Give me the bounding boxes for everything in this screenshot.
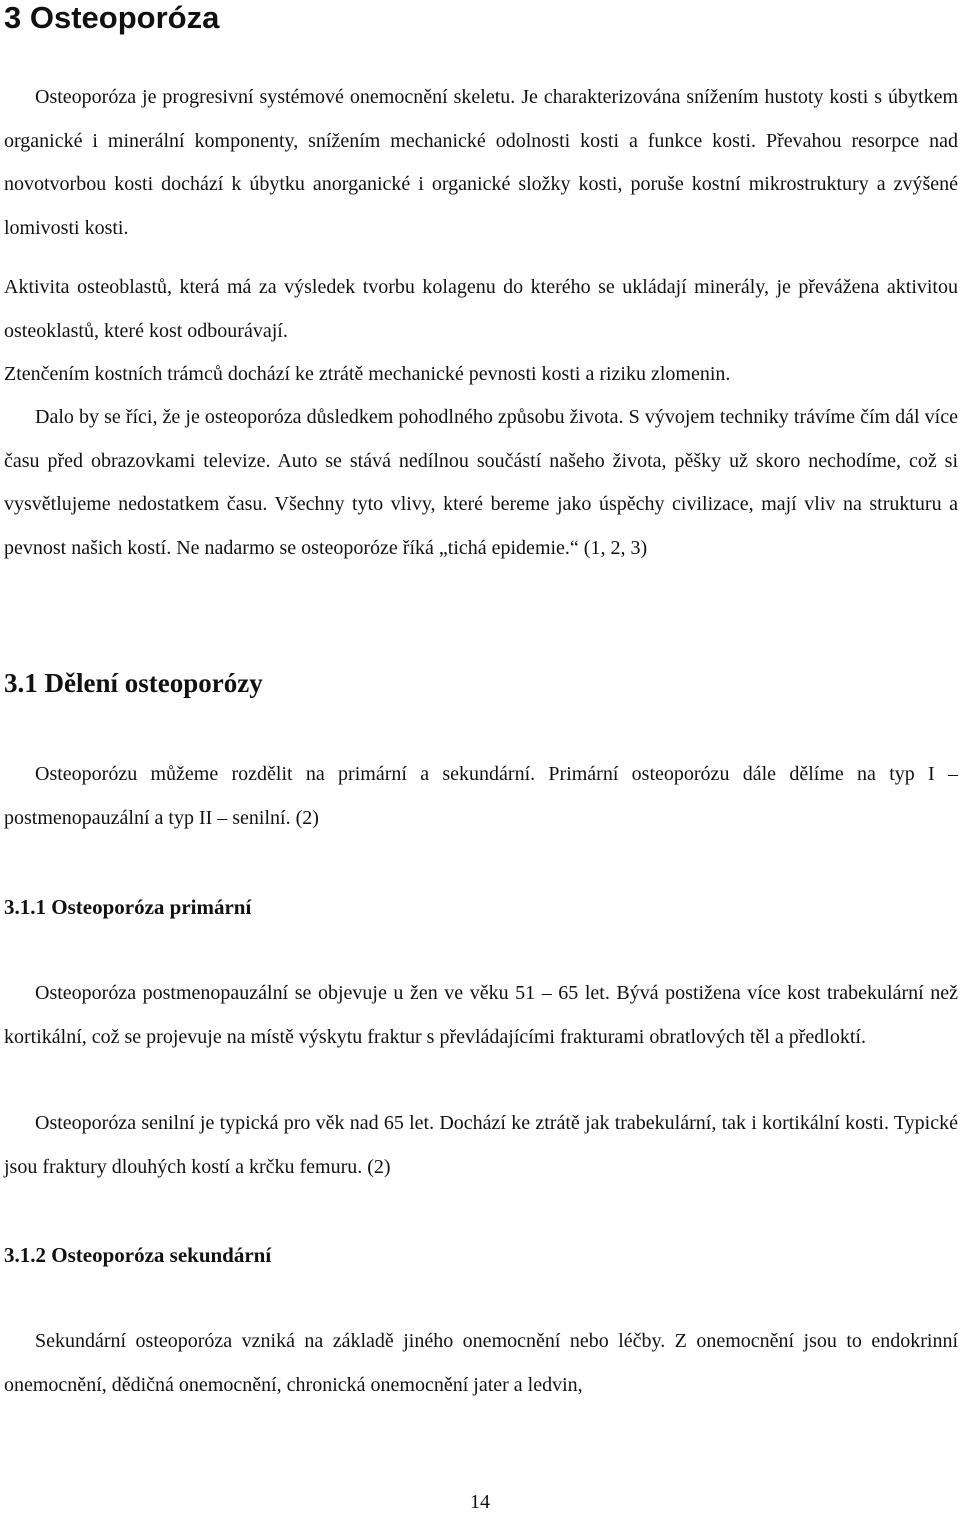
chapter-title: 3 Osteoporóza [4,0,220,35]
paragraph-intro [4,76,958,251]
paragraph-osteoblasts [4,266,958,353]
paragraph-osteoblasts-text: Aktivita osteoblastů, která má za výsledek tvorbu kolagenu do kterého se ukládají minerály, je převážena aktivitou osteoklastů, které kost odbourávají. [4,276,958,342]
section-3-1-title: 3.1 Dělení osteoporózy [4,668,263,698]
paragraph-postmenopausal-text: Osteoporóza postmenopauzální se objevuje u žen ve věku 51 – 65 let. Bývá postižena více kost trabekulární než kortikální, což se projevuje na místě výskytu fraktur s převládajícími frakturami obratlových těl a předloktí. [4,982,958,1048]
page-number: 14 [470,1491,490,1513]
paragraph-classification [4,753,958,840]
paragraph-senile-text: Osteoporóza senilní je typická pro věk nad 65 let. Dochází ke ztrátě jak trabekulární, tak i kortikální kosti. Typické jsou fraktury dlouhých kostí a krčku femuru. (2) [4,1112,958,1178]
paragraph-trabeculae-text: Ztenčením kostních trámců dochází ke ztrátě mechanické pevnosti kosti a riziku zlomenin. [4,363,731,385]
paragraph-postmenopausal [4,972,958,1059]
paragraph-lifestyle-text: Dalo by se říci, že je osteoporóza důsledkem pohodlného způsobu života. S vývojem techniky trávíme čím dál více času před obrazovkami televize. Auto se stává nedílnou součástí našeho života, pěšky už skoro nechodíme, což si vysvětlujeme nedostatkem času. Všechny tyto vlivy, které bereme jako úspěchy civilizace, mají vliv na strukturu a pevnost našich kostí. Ne nadarmo se osteoporóze říká „tichá epidemie.“ (1, 2, 3) [4,406,958,560]
paragraph-senile [4,1102,958,1189]
section-3-1-2-title: 3.1.2 Osteoporóza sekundární [4,1243,272,1267]
section-3-1-1-title: 3.1.1 Osteoporóza primární [4,895,252,919]
paragraph-lifestyle [4,396,958,571]
paragraph-secondary-text: Sekundární osteoporóza vzniká na základě jiného onemocnění nebo léčby. Z onemocnění jsou to endokrinní onemocnění, dědičná onemocnění, chronická onemocnění jater a ledvin, [4,1330,958,1396]
paragraph-secondary [4,1320,958,1407]
paragraph-classification-text: Osteoporózu můžeme rozdělit na primární a sekundární. Primární osteoporózu dále dělíme na typ I – postmenopauzální a typ II – senilní. (2) [4,763,958,829]
paragraph-intro-text: Osteoporóza je progresivní systémové onemocnění skeletu. Je charakterizována snížením hustoty kosti s úbytkem organické i minerální komponenty, snížením mechanické odolnosti kosti a funkce kosti. Převahou resorpce nad novotvorbou kosti dochází k úbytku anorganické i organické složky kosti, poruše kostní mikrostruktury a zvýšené lomivosti kosti. [4,86,958,240]
paragraph-trabeculae [4,353,958,397]
